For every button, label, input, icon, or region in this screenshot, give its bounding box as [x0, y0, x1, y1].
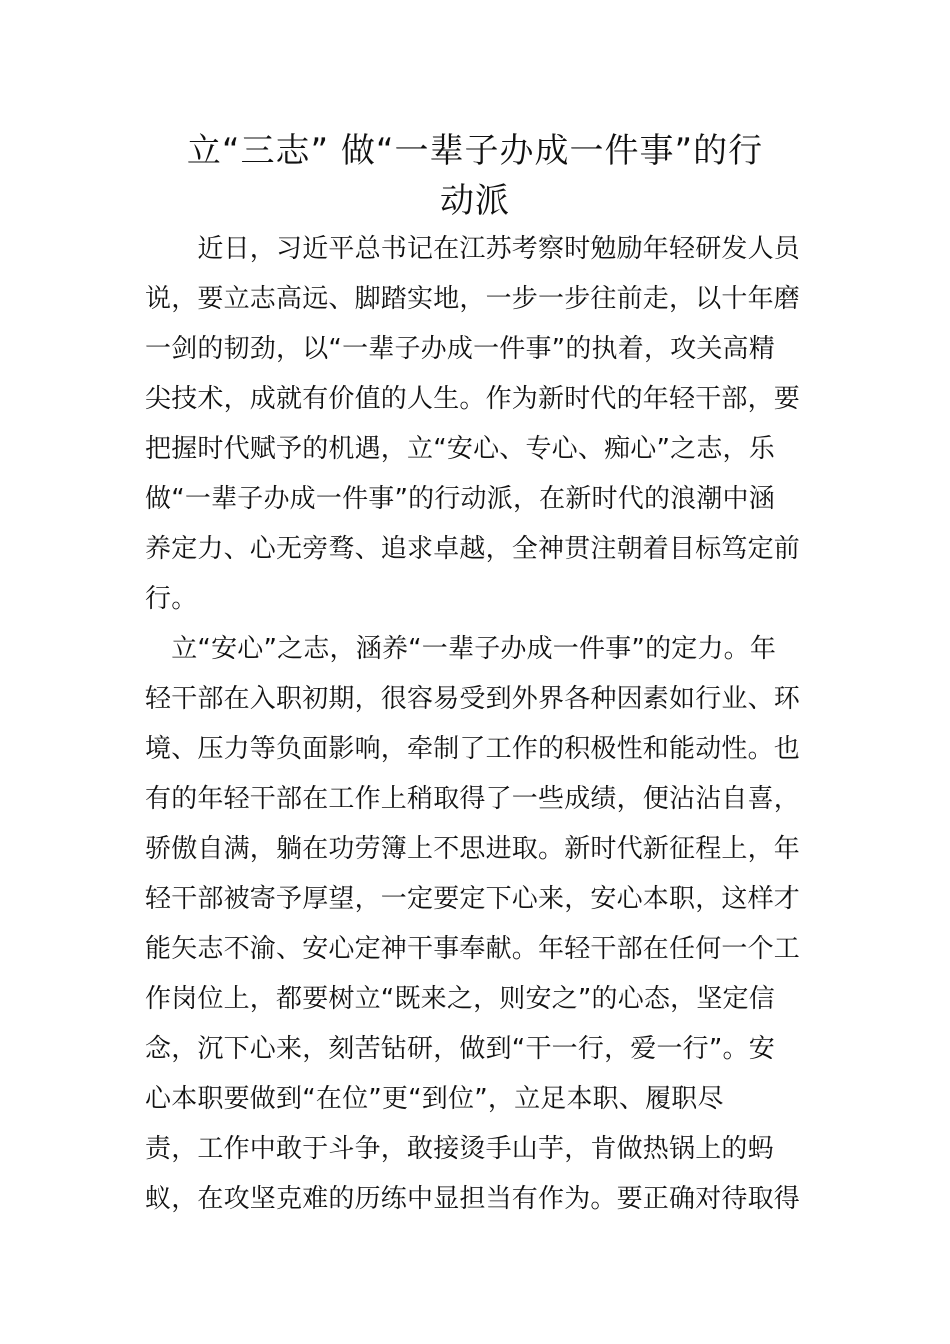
text-line: 养定力、心无旁骛、追求卓越，全神贯注朝着目标笃定前: [145, 534, 801, 564]
text-line: 立“安心”之志，涵养“一辈子办成一件事”的定力。年: [145, 634, 777, 664]
text-line: 作岗位上，都要树立“既来之，则安之”的心态，坚定信: [145, 984, 775, 1014]
text-line: 境、压力等负面影响，牵制了工作的积极性和能动性。也: [145, 734, 801, 764]
document-body: [145, 224, 810, 1224]
text-line: 责，工作中敢于斗争，敢接烫手山芋，肯做热锅上的蚂: [145, 1134, 774, 1164]
text-line: 尖技术，成就有价值的人生。作为新时代的年轻干部，要: [145, 384, 801, 414]
text-line: 能矢志不渝、安心定神干事奉献。年轻干部在任何一个工: [145, 934, 801, 964]
text-line: 行。: [145, 584, 198, 614]
text-line: 说，要立志高远、脚踏实地，一步一步往前走，以十年磨: [145, 284, 801, 314]
text-line: 蚁，在攻坚克难的历练中显担当有作为。要正确对待取得: [145, 1184, 801, 1214]
paragraph-1: [145, 224, 810, 624]
text-line: 有的年轻干部在工作上稍取得了一些成绩，便沾沾自喜，: [145, 784, 801, 814]
text-line: 做“一辈子办成一件事”的行动派，在新时代的浪潮中涵: [145, 484, 775, 514]
text-line: 近日，习近平总书记在江苏考察时勉励年轻研发人员: [145, 234, 801, 264]
text-line: 念，沉下心来，刻苦钻研，做到“干一行，爱一行”。安: [145, 1034, 775, 1064]
text-line: 把握时代赋予的机遇，立“安心、专心、痴心”之志，乐: [145, 434, 775, 464]
document-title: [140, 126, 810, 226]
text-line: 骄傲自满，躺在功劳簿上不思进取。新时代新征程上，年: [145, 834, 801, 864]
paragraph-2: [145, 624, 810, 1224]
title-line-1: 立“三志” 做“一辈子办成一件事”的行: [186, 131, 764, 171]
text-line: 轻干部被寄予厚望，一定要定下心来，安心本职，这样才: [145, 884, 801, 914]
text-line: 一剑的韧劲，以“一辈子办成一件事”的执着，攻关高精: [145, 334, 775, 364]
text-line: 轻干部在入职初期，很容易受到外界各种因素如行业、环: [145, 684, 801, 714]
text-line: 心本职要做到“在位”更“到位”，立足本职、履职尽: [145, 1084, 724, 1114]
title-line-2: 动派: [440, 181, 510, 221]
